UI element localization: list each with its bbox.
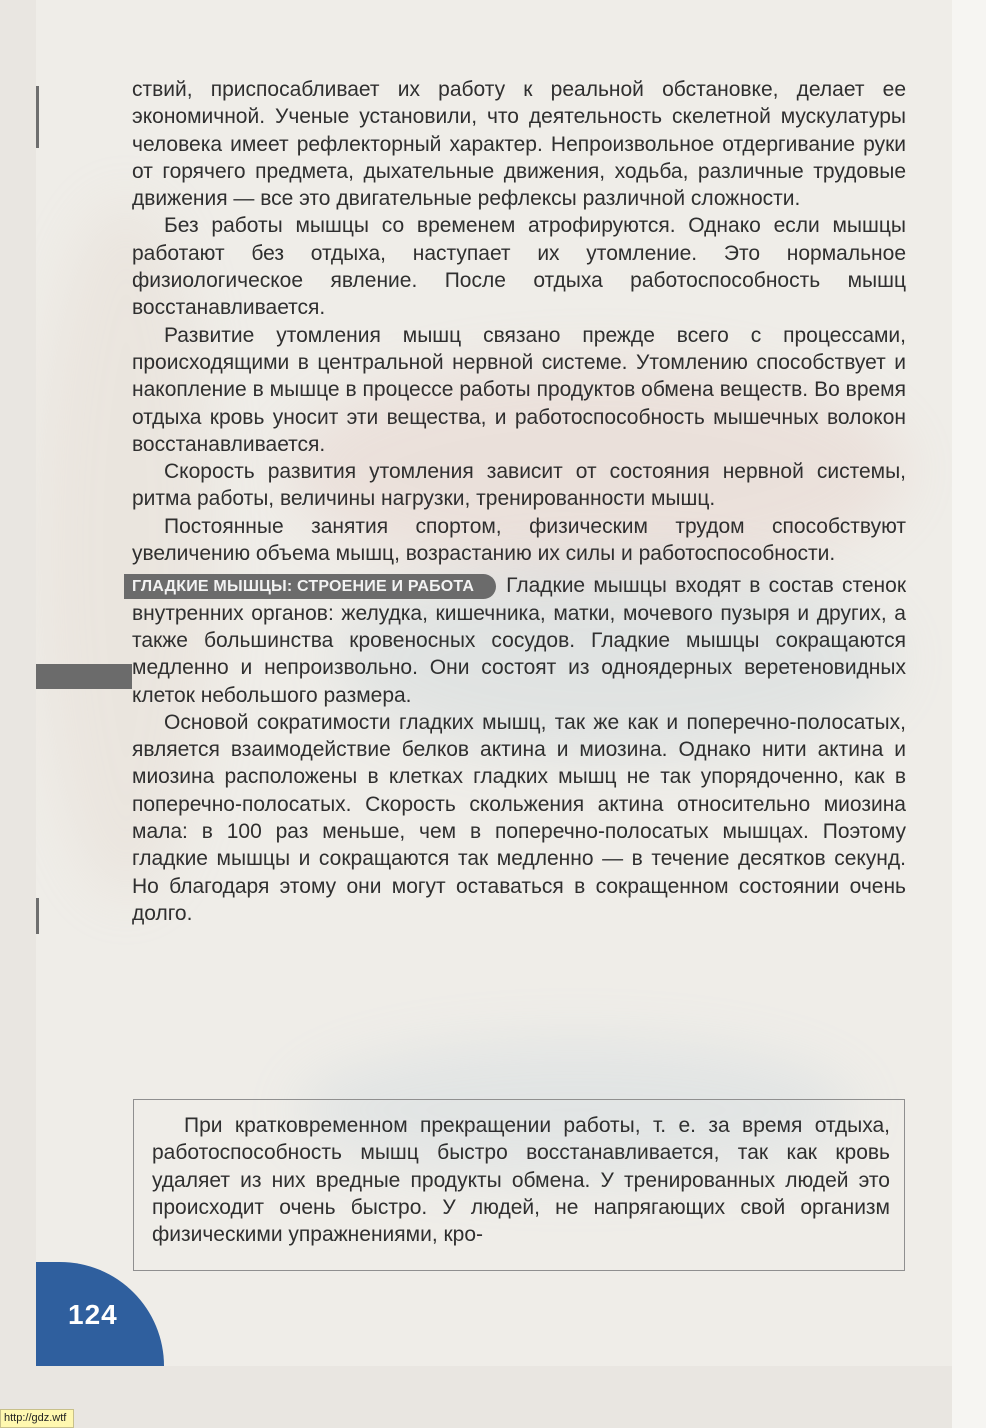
section-heading-tab [36, 664, 132, 689]
note-paragraph: При кратковременном прекращении работы, т. е. за время отдыха, работоспособность мышц быстро восстанавливается, так как кровь удаляет из них вредные продукты обмена. У тренированных людей это происходит очень быстро. У людей, не напрягающих свой организм физическими упражнениями, кро- [152, 1114, 890, 1247]
page-edge [952, 0, 986, 1428]
paragraph: ствий, приспосабливает их работу к реальной обстановке, делает ее экономичной. Ученые установили, что деятельность скелетной мускулатуры человека имеет рефлекторный характер. Непроизвольное отдергивание руки от горячего предмета, дыхательные движения, ходьба, различные трудовые движения — все это двигательные рефлексы различной сложности. [132, 78, 906, 211]
section-paragraph-text: Гладкие мышцы входят в состав стенок внутренних органов: желудка, кишечника, матки, мочевого пузыря и других, а также большинства кровеносных сосудов. Гладкие мышцы сокращаются медленно и непроизвольно. Они состоят из одноядерных веретеновидных клеток небольшого размера. [132, 574, 906, 707]
margin-rule [36, 86, 39, 148]
main-text [132, 76, 906, 927]
section-paragraph [132, 572, 906, 708]
section-heading: ГЛАДКИЕ МЫШЦЫ: СТРОЕНИЕ И РАБОТА [124, 574, 496, 599]
page-number: 124 [68, 1299, 118, 1330]
margin-rule [36, 898, 39, 934]
paragraph: Основой сократимости гладких мышц, так же как и поперечно-полосатых, является взаимодействие белков актина и миозина. Однако нити актина и миозина расположены в клетках гладких мышц не так упорядоченно, как в поперечно-полосатых. Скорость скольжения актина относительно миозина мала: в 100 раз меньше, чем в поперечно-полосатых мышцах. Поэтому гладкие мышцы и сокращаются так медленно — в течение десятков секунд. Но благодаря этому они могут оставаться в сокращенном состоянии очень долго. [132, 710, 906, 925]
paragraph: Развитие утомления мышц связано прежде всего с процессами, происходящими в центральной нервной системе. Утомлению способствует и накопление в мышце в процессе работы продуктов обмена веществ. Во время отдыха кровь уносит эти вещества, и работоспособность мышечных волокон восстанавливается. [132, 323, 906, 456]
note-box-text [152, 1112, 890, 1248]
paragraph: Без работы мышцы со временем атрофируются. Однако если мышцы работают без отдыха, наступает их утомление. Это нормальное физиологическое явление. После отдыха работоспособность мышц восстанавливается. [132, 214, 906, 320]
source-url[interactable]: http://gdz.wtf [0, 1409, 74, 1428]
paragraph: Скорость развития утомления зависит от состояния нервной системы, ритма работы, величины нагрузки, тренированности мышц. [132, 460, 906, 511]
paragraph: Постоянные занятия спортом, физическим трудом способствуют увеличению объема мышц, возрастанию их силы и работоспособности. [132, 514, 906, 566]
